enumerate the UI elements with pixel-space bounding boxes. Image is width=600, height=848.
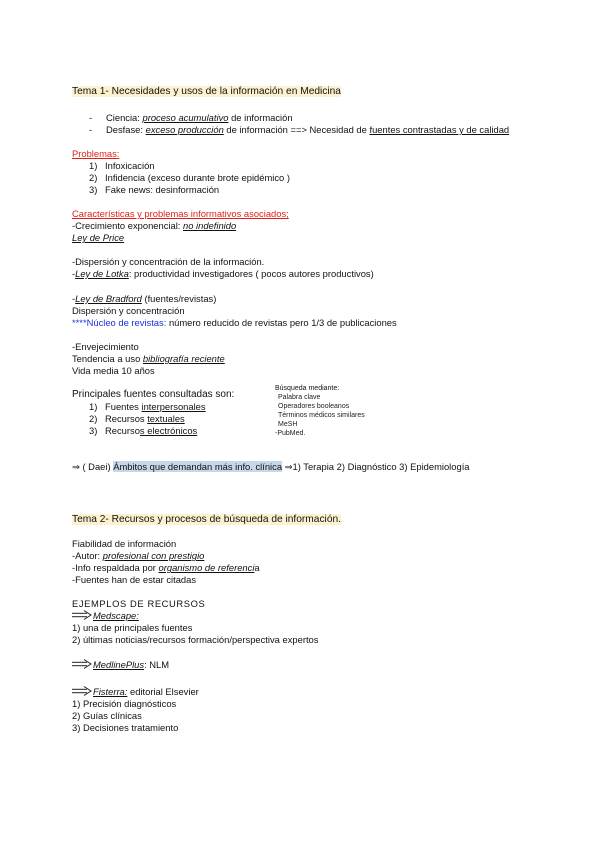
problema-item: 2) Infidencia (exceso durante brote epidémico )	[89, 172, 291, 183]
fisterra-item: 2) Guías clínicas	[72, 710, 142, 721]
fuentes-citadas-line: -Fuentes han de estar citadas	[72, 574, 197, 585]
medscape-line: Medscape:	[72, 610, 139, 622]
nucleo-line: ****Núcleo de revistas: número reducido de revistas pero 1/3 de publicaciones	[72, 317, 397, 328]
fiabilidad-line: Fiabilidad de información	[72, 538, 177, 549]
fisterra-item: 3) Decisiones tratamiento	[72, 722, 179, 733]
medscape-item: 1) una de principales fuentes	[72, 622, 193, 633]
problema-item: 3) Fake news: desinformación	[89, 184, 220, 195]
busqueda-title: Búsqueda mediante:	[275, 385, 340, 392]
problemas-heading: Problemas:	[72, 148, 120, 159]
double-arrow-icon	[72, 686, 92, 696]
fuente-item: 2) Recursos textuales	[89, 413, 185, 424]
caracteristicas-heading: Características y problemas informativos asociados;	[72, 208, 289, 219]
busqueda-item: Palabra clave	[278, 394, 321, 401]
medscape-item: 2) últimas noticias/recursos formación/perspectiva expertos	[72, 634, 319, 645]
double-arrow-icon	[72, 659, 92, 669]
lotka-line: -Ley de Lotka: productividad investigadores ( pocos autores productivos)	[72, 268, 374, 279]
bradford-line: -Ley de Bradford (fuentes/revistas)	[72, 293, 217, 304]
busqueda-item: -PubMed.	[275, 430, 306, 437]
envejecimiento-line: -Envejecimiento	[72, 341, 139, 352]
busqueda-item: Operadores booleanos	[278, 403, 350, 410]
autor-line: -Autor: profesional con prestigio	[72, 550, 205, 561]
double-arrow-icon	[72, 610, 92, 620]
fuente-item: 1) Fuentes interpersonales	[89, 401, 206, 412]
crecimiento-line: -Crecimiento exponencial: no indefinido	[72, 220, 237, 231]
medlineplus-line: MedlinePlus: NLM	[72, 659, 169, 671]
info-line: -Info respaldada por organismo de referencia	[72, 562, 260, 573]
fisterra-line: Fisterra: editorial Elsevier	[72, 686, 199, 698]
ejemplos-heading: EJEMPLOS DE RECURSOS	[72, 598, 206, 609]
dispersion-line: -Dispersión y concentración de la información.	[72, 256, 265, 267]
fuentes-heading: Principales fuentes consultadas son:	[72, 389, 235, 400]
ley-price: Ley de Price	[72, 232, 125, 243]
busqueda-item: MeSH	[278, 421, 298, 428]
fuente-item: 3) Recursos electrónicos	[89, 425, 198, 436]
busqueda-item: Términos médicos similares	[278, 412, 365, 419]
tema1-title: Tema 1- Necesidades y usos de la información en Medicina	[72, 86, 341, 97]
problema-item: 1) Infoxicación	[89, 160, 155, 171]
ambitos-line: ⇒ ( Daei) Ámbitos que demandan más info. clínica ⇒1) Terapia 2) Diagnóstico 3) Epidemiología	[72, 461, 470, 472]
busqueda-inset	[275, 385, 405, 441]
bullet-ciencia: - Ciencia: proceso acumulativo de información	[89, 112, 293, 123]
dispersion-concentracion: Dispersión y concentración	[72, 305, 185, 316]
vida-media-line: Vida media 10 años	[72, 365, 155, 376]
tendencia-line: Tendencia a uso bibliografía reciente	[72, 353, 225, 364]
tema2-title: Tema 2- Recursos y procesos de búsqueda de información.	[72, 514, 341, 525]
fisterra-item: 1) Precisión diagnósticos	[72, 698, 177, 709]
bullet-desfase: - Desfase: exceso producción de información ==> Necesidad de fuentes contrastadas y de calidad	[89, 124, 510, 135]
